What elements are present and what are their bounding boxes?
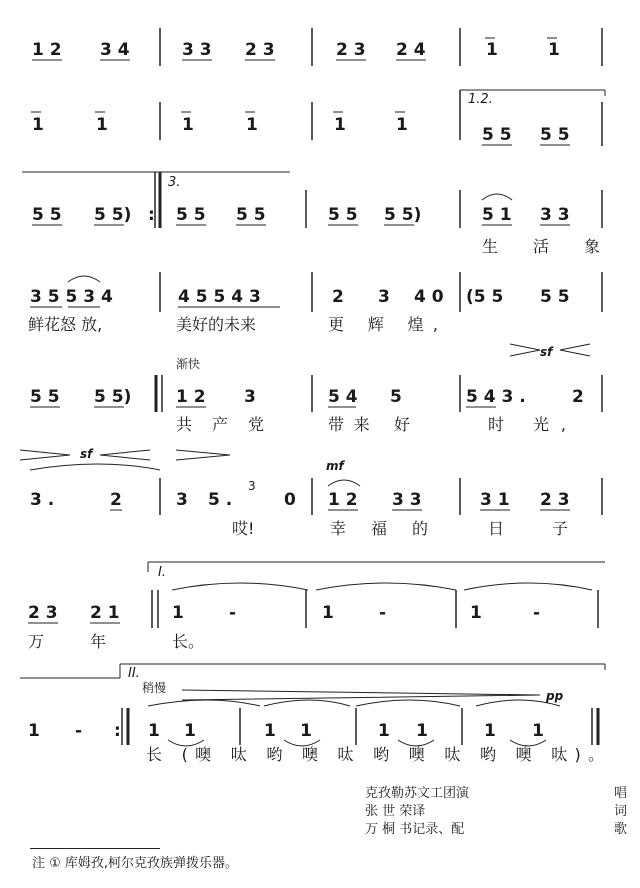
note-group: 5 5 xyxy=(540,287,570,307)
note-group: 1 - xyxy=(470,603,540,623)
lyrics: 鲜花怒 放, xyxy=(28,315,103,334)
lyrics: 美好的未来 xyxy=(176,315,257,334)
footnote: 注 ① 库姆孜,柯尔克孜族弹拨乐器。 xyxy=(32,856,239,871)
lyrics: 生 活 象 xyxy=(482,237,600,256)
note-group: 5 1 xyxy=(482,205,512,225)
note-group: 0 xyxy=(284,490,296,510)
note-group: 1 xyxy=(32,115,44,135)
note-group: 2 xyxy=(332,287,344,307)
note-group: 5 5) xyxy=(94,387,132,407)
note-group: 4 0 xyxy=(414,287,444,307)
dynamic-marking: mf xyxy=(326,459,344,473)
note-group: (5 5 xyxy=(466,287,504,307)
dynamic-marking: pp xyxy=(546,689,564,703)
note-group: 1 2 xyxy=(32,40,62,60)
score-line-4 xyxy=(28,272,602,334)
note-group: 5 5 xyxy=(30,387,60,407)
note-group: 3 3 xyxy=(182,40,212,60)
note-group: 1 1 xyxy=(148,721,196,741)
note-group: 2 xyxy=(572,387,584,407)
credits-block xyxy=(365,785,627,839)
volta-label: 1.2. xyxy=(468,92,493,107)
note-group: 2 4 xyxy=(396,40,426,60)
note-group: 4 5 5 4 3 xyxy=(178,287,261,307)
grace-note: 3 xyxy=(248,479,256,493)
lyrics: 共 产 党 xyxy=(176,415,264,434)
note-group: 1 - xyxy=(172,603,236,623)
dynamic-marking: sf xyxy=(80,447,93,461)
credit-row: 万 桐 书记录、配 歌 xyxy=(365,822,627,837)
volta-label: II. xyxy=(128,666,140,681)
note-group: 2 1 xyxy=(90,603,120,623)
score-line-3 xyxy=(22,172,602,256)
lyrics: 更 辉 煌, xyxy=(328,315,438,334)
note-group: 1 xyxy=(182,115,194,135)
note-group: 5 5) xyxy=(384,205,422,225)
lyrics: 哎! xyxy=(232,519,255,538)
note-group: 3 xyxy=(176,490,188,510)
note-group: 2 3 xyxy=(540,490,570,510)
note-group: 2 3 xyxy=(28,603,58,623)
score-line-8 xyxy=(20,664,605,764)
note-group: 5 xyxy=(390,387,402,407)
footnote-divider xyxy=(30,848,160,849)
note-group: 5 5) xyxy=(94,205,132,225)
note-group: 3 xyxy=(378,287,390,307)
note-group: 3 xyxy=(244,387,256,407)
note-group: 5 5 xyxy=(328,205,358,225)
credit-row: 张 世 荣译 词 xyxy=(365,804,627,819)
note-group: 3 3 xyxy=(540,205,570,225)
dynamic-marking: sf xyxy=(540,345,553,359)
lyrics: 万 xyxy=(28,632,45,651)
score-line-5 xyxy=(30,344,602,434)
lyrics: 长。 xyxy=(172,632,205,651)
note-group: 3 5 5 3 4 xyxy=(30,287,113,307)
score-line-2 xyxy=(31,90,605,146)
note-group: 3 1 xyxy=(480,490,510,510)
credit-row: 克孜勒苏文工团演 唱 xyxy=(365,786,627,801)
note-group: 2 3 xyxy=(245,40,275,60)
note-group: 5 5 xyxy=(176,205,206,225)
note-group: 1 xyxy=(548,40,560,60)
note-group: 5 5 xyxy=(540,125,570,145)
volta-label: I. xyxy=(158,565,166,580)
score-line-7 xyxy=(28,562,605,651)
note-group: 1 1 xyxy=(264,721,312,741)
note-group: 5 . xyxy=(208,490,233,510)
lyrics: 时 光, xyxy=(488,415,566,434)
note-group: 5 4 xyxy=(328,387,358,407)
note-group: 1 xyxy=(486,40,498,60)
lyrics: 带来 好 xyxy=(328,415,410,434)
note-group: 5 5 xyxy=(32,205,62,225)
note-group: 3 4 xyxy=(100,40,130,60)
lyrics: 长 (噢 呔 哟 噢 呔 哟 噢 呔 哟 噢 呔)。 xyxy=(146,745,604,764)
tempo-marking: 渐快 xyxy=(176,357,201,371)
note-group: 5 4 3 . xyxy=(466,387,526,407)
note-group: 1 xyxy=(396,115,408,135)
note-group: 5 5 xyxy=(482,125,512,145)
score-line-6 xyxy=(20,447,602,538)
note-group: 2 3 xyxy=(336,40,366,60)
note-group: 1 2 xyxy=(328,490,358,510)
svg-text::: : xyxy=(148,205,155,225)
note-group: 1 - xyxy=(28,721,82,741)
note-group: 1 xyxy=(246,115,258,135)
note-group: 5 5 xyxy=(236,205,266,225)
lyrics: 年 xyxy=(90,632,107,651)
note-group: 1 xyxy=(96,115,108,135)
note-group: 1 1 xyxy=(484,721,544,741)
note-group: 1 - xyxy=(322,603,386,623)
lyrics: 幸 福 的 xyxy=(330,519,428,538)
note-group: 1 1 xyxy=(378,721,428,741)
svg-text::: : xyxy=(114,721,121,741)
score-line-1 xyxy=(32,28,602,66)
volta-label: 3. xyxy=(168,175,181,190)
note-group: 1 2 xyxy=(176,387,206,407)
tempo-marking: 稍慢 xyxy=(142,681,167,695)
note-group: 1 xyxy=(334,115,346,135)
note-group: 2 xyxy=(110,490,122,510)
note-group: 3 . xyxy=(30,490,55,510)
note-group: 3 3 xyxy=(392,490,422,510)
lyrics: 日 子 xyxy=(488,519,568,538)
